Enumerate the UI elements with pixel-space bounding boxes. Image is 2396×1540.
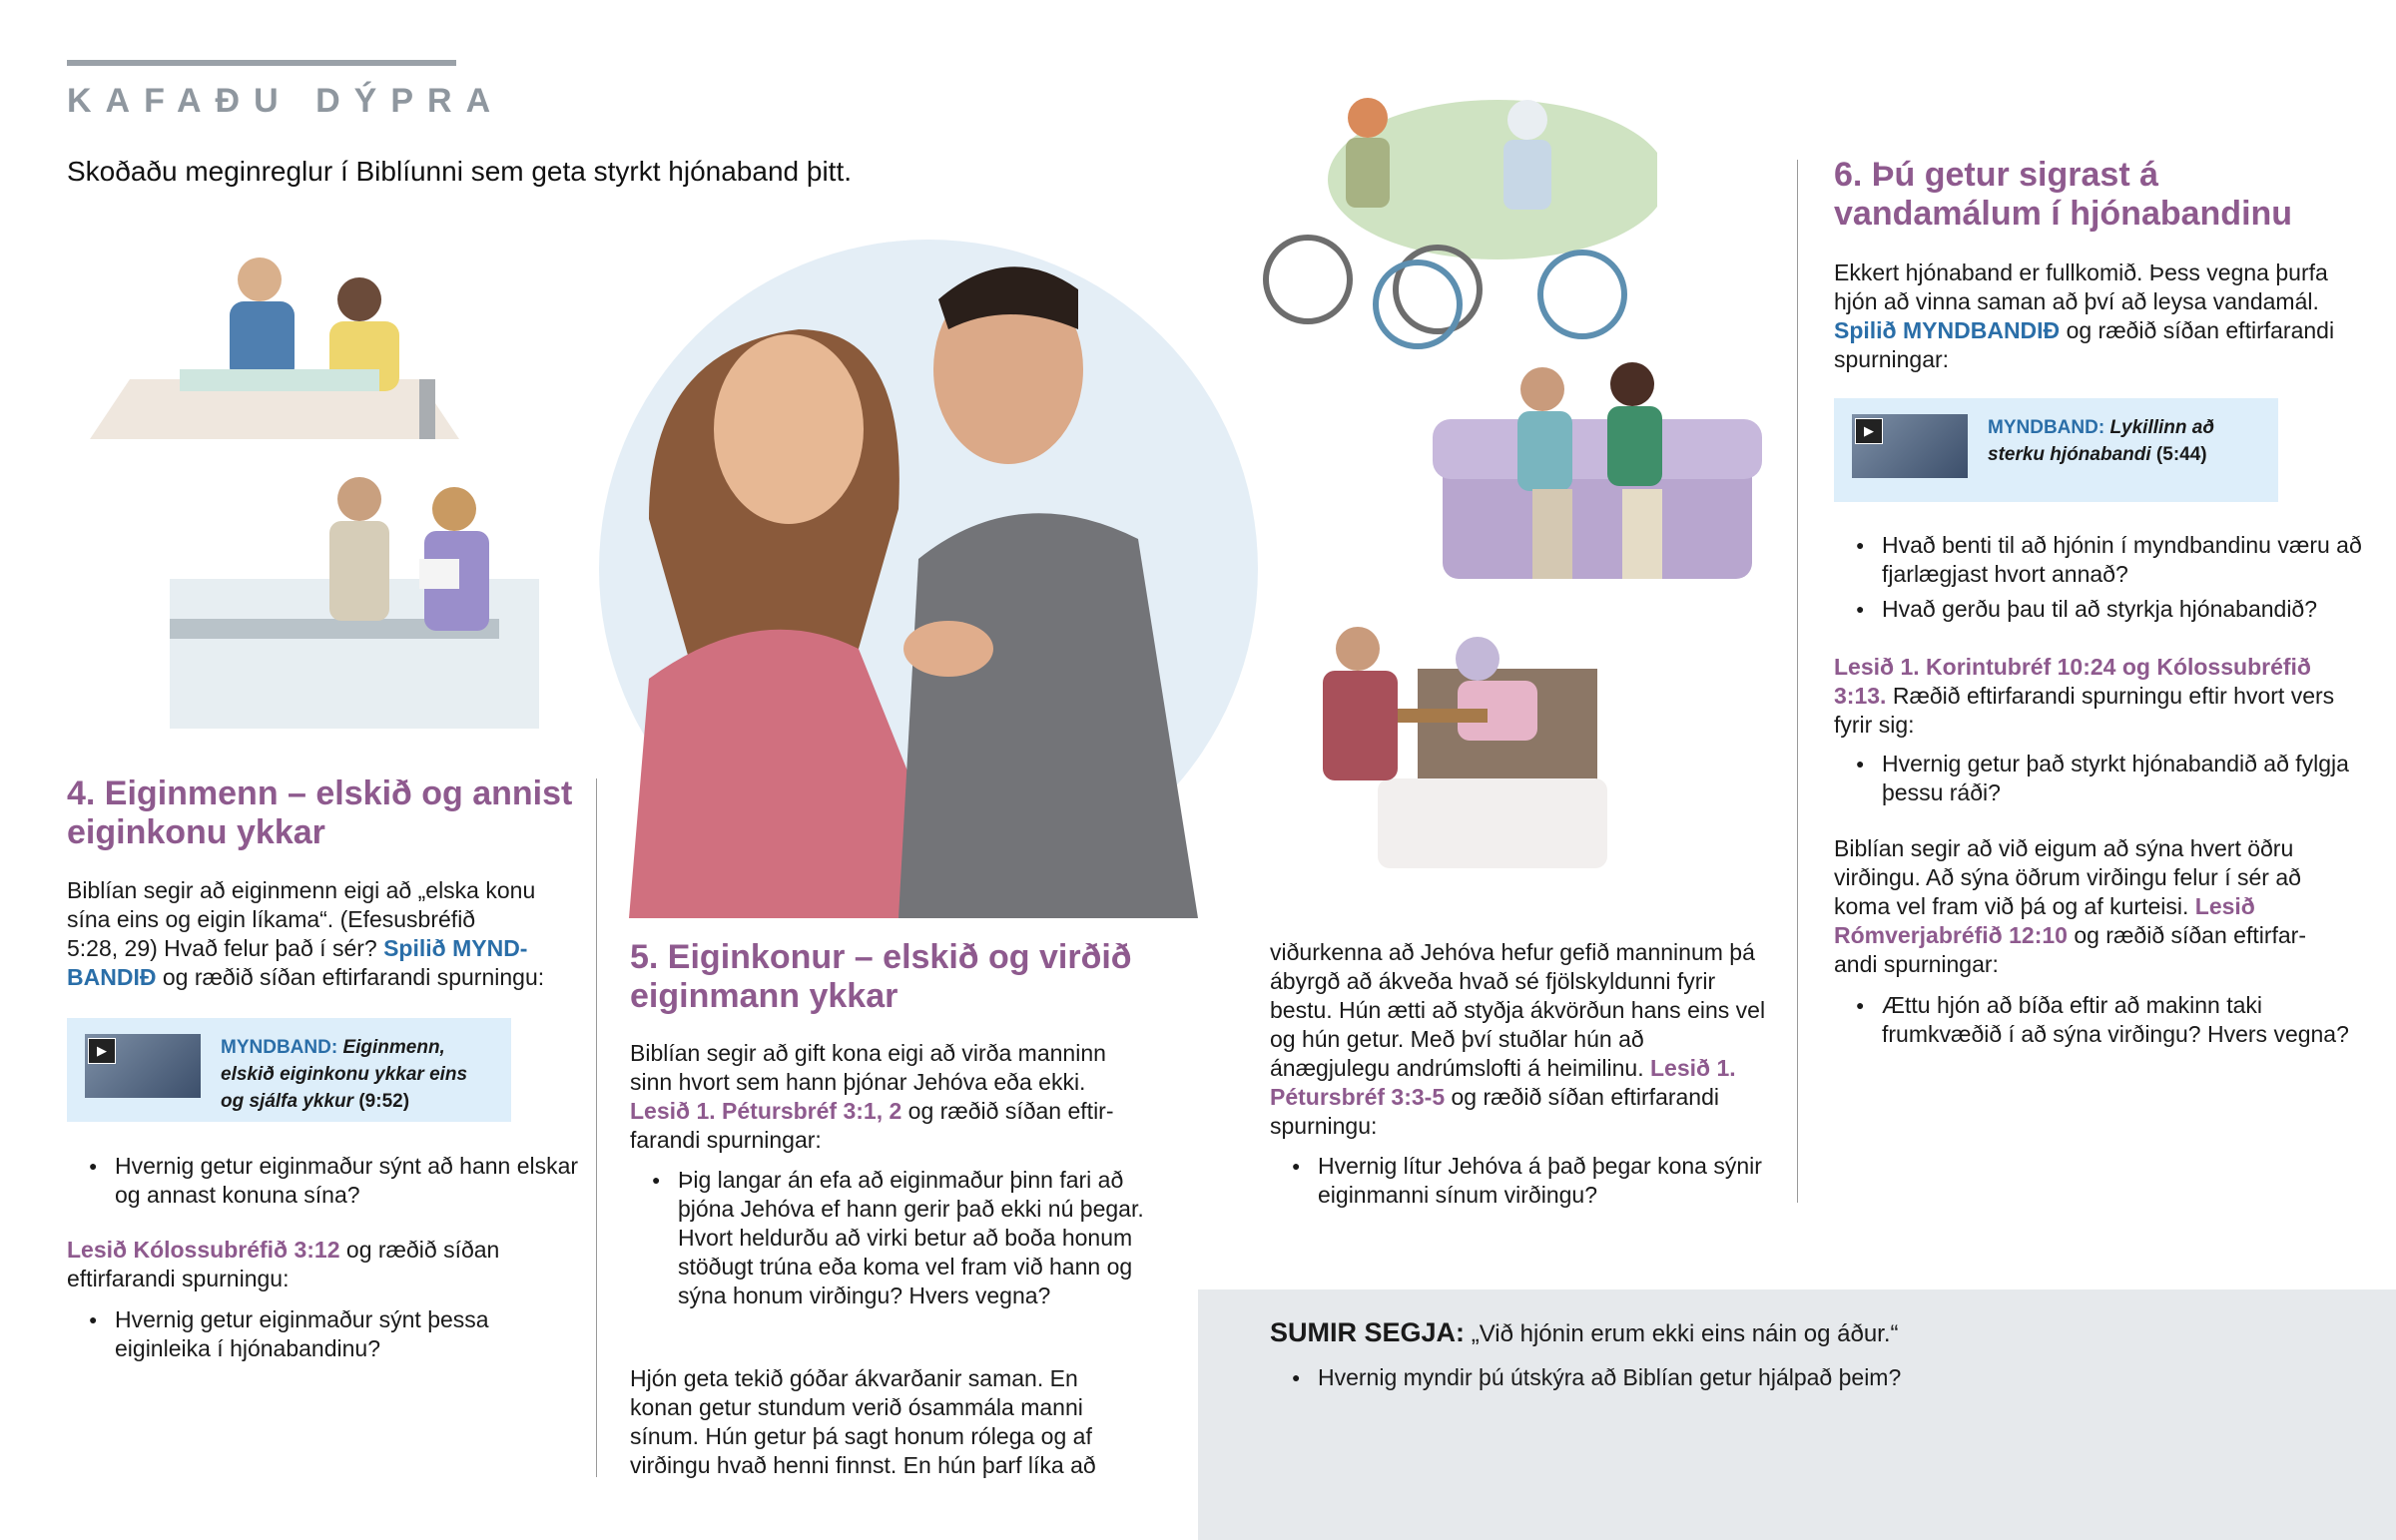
section-6-read: Lesið 1. Korintubréf 10:24 og Kólossubréfið 3:13. Ræðið eftirfarandi spurningu eftir hvort vers fyrir sig: — [1834, 654, 2335, 738]
list-item: ● Hvernig getur eiginmaður sýnt þessa eiginleika í hjónabandinu? — [115, 1305, 584, 1363]
scripture-ref[interactable]: Lesið Rómverjabréfið 12:10 — [1834, 893, 2255, 948]
section-4-questions-1 — [67, 1152, 584, 1210]
play-icon[interactable]: ▶ — [88, 1038, 116, 1064]
list-item: ● Hvernig myndir þú útskýra að Biblían getur hjálpað þeim? — [1318, 1363, 2216, 1392]
video-thumbnail[interactable] — [1852, 414, 1968, 478]
some-say-quote: „Við hjónin erum ekki eins náin og áður.“ — [1471, 1320, 1899, 1347]
list-item: ● Þig langar án efa að eiginmaður þinn fari að þjóna Jehóva ef hann gerir það ekki nú þegar. Hvort heldurðu að virki betur að boða honum stöðugt trúna eða koma vel fram við hann og sýna honum virðingu? Hvers vegna? — [678, 1166, 1167, 1310]
scripture-ref[interactable]: 1. Pétursbréf 3:3-5 — [1270, 1055, 1736, 1110]
section-5-paragraph: Biblían segir að gift kona eigi að virða manninn sinn hvort sem hann þjónar Jehóva eða ekki. Lesið 1. Pétursbréf 3:1, 2 og ræðið síðan eftir- farandi spurningar: — [630, 1040, 1114, 1153]
section-4-read: Lesið Kólossubréfið 3:12 og ræðið síðan eftirfarandi spurningu: — [67, 1237, 500, 1291]
list-item: ● Ættu hjón að bíða eftir að makinn taki frumkvæðið í að sýna virðingu? Hvers vegna? — [1882, 991, 2351, 1049]
video-card-husbands[interactable] — [67, 1018, 511, 1122]
play-icon[interactable]: ▶ — [1855, 418, 1883, 444]
scripture-ref[interactable]: Lesið 1. Korintubréf 10:24 og Kólossubréfið 3:13. — [1834, 654, 2311, 709]
some-say-line — [1270, 1317, 1899, 1348]
section-5-questions-2 — [1270, 1152, 1797, 1210]
list-item: ● Hvað gerðu þau til að styrkja hjónabandið? — [1882, 595, 2381, 624]
page-kicker: KAFAÐU DÝPRA — [67, 82, 505, 120]
play-video-link-cont[interactable]: BANDIÐ — [67, 964, 157, 990]
play-video-link[interactable]: Spilið MYND- — [383, 935, 528, 961]
list-item: ● Hvernig lítur Jehóva á það þegar kona sýnir eiginmanni sínum virðingu? — [1318, 1152, 1797, 1210]
some-say-label: SUMIR SEGJA: — [1270, 1317, 1466, 1347]
section-4-questions-2 — [67, 1305, 584, 1363]
video-title: MYNDBAND: Lykillinn að sterku hjónabandi (5:44) — [1988, 417, 2214, 465]
list-item: ● Hvað benti til að hjónin í myndbandinu væru að fjarlægjast hvort annað? — [1882, 531, 2381, 589]
section-5-paragraph-2: Hjón geta tekið góðar ákvarðanir saman. En konan getur stundum verið ósammála manni sínum. Hún getur þá sagt honum rólega og af virðingu hvað henni finnst. En hún þarf líka að — [630, 1365, 1096, 1478]
section-6-title: 6. Þú getur sigrast á vandamálum í hjónabandinu — [1834, 156, 2293, 233]
video-card-marriage[interactable] — [1834, 398, 2278, 502]
cycling-couple-illustration — [1258, 90, 1657, 369]
section-6-questions-1 — [1834, 531, 2381, 624]
section-5-title: 5. Eiginkonur – elskið og virðið eiginmann ykkar — [630, 938, 1132, 1015]
couple-holding-hands-illustration — [559, 180, 1258, 918]
section-5-paragraph-3: viðurkenna að Jehóva hefur gefið manninum þá ábyrgð að ákveða hvað sé fjölskyldunni fyrir bestu. Hún ætti að styðja ákvörðun hans eins vel og hún getur. Með því stuðlar hún að ánægjulegu andrúmslofti á heimilinu. Lesið 1. Pétursbréf 3:3-5 og ræðið síðan eftirfarandi spurningu: — [1270, 939, 1766, 1139]
list-item: ● Hvernig getur eiginmaður sýnt að hann elskar og annast konuna sína? — [115, 1152, 584, 1210]
kitchen-couple-illustration — [170, 469, 539, 729]
section-4-title: 4. Eiginmenn – elskið og annist eiginkonu ykkar — [67, 774, 573, 851]
scripture-ref[interactable]: Lesið 1. Pétursbréf 3:1, 2 — [630, 1098, 902, 1124]
column-divider — [596, 778, 597, 1477]
video-title: MYNDBAND: Eiginmenn, elskið eiginkonu ykkar eins og sjálfa ykkur (9:52) — [221, 1037, 468, 1112]
list-item: ● Hvernig getur það styrkt hjónabandið að fylgja þessu ráði? — [1882, 750, 2351, 807]
couch-couple-illustration — [1433, 349, 1762, 609]
scripture-ref[interactable]: Lesið Kólossubréfið 3:12 — [67, 1237, 340, 1263]
study-couple-illustration — [80, 250, 479, 459]
section-6-paragraph-2: Biblían segir að við eigum að sýna hvert öðru virðingu. Að sýna öðrum virðingu felur í sér að koma vel fram við þá og af kurteisi. Lesið Rómverjabréfið 12:10 og ræðið síðan eftirfar-andi spurningar: — [1834, 835, 2306, 977]
intro-text: Skoðaðu meginreglur í Biblíunni sem geta styrkt hjónaband þitt. — [67, 156, 853, 187]
section-5-questions-1 — [630, 1166, 1167, 1310]
section-4-paragraph: Biblían segir að eiginmenn eigi að „elska konu sína eins og eigin líkama“. (Efesusbréfið 5:28, 29) Hvað felur það í sér? Spilið MYND- BANDIÐ og ræðið síðan eftirfarandi spurningu: — [67, 877, 545, 990]
video-thumbnail[interactable] — [85, 1034, 201, 1098]
section-6-paragraph: Ekkert hjónaband er fullkomið. Þess vegna þurfa hjón að vinna saman að því að leysa vandamál. Spilið MYNDBANDIÐ og ræðið síðan eftirfarandi spurningar: — [1834, 259, 2335, 372]
section-6-questions-3 — [1834, 991, 2351, 1049]
section-6-questions-2 — [1834, 750, 2351, 807]
column-divider — [1797, 160, 1798, 1203]
caring-husband-illustration — [1268, 609, 1607, 878]
play-video-link[interactable]: Spilið MYNDBANDIÐ — [1834, 317, 2061, 343]
scripture-ref[interactable]: Lesið — [1650, 1055, 1711, 1081]
some-say-questions — [1270, 1363, 2216, 1392]
header-rule — [67, 60, 456, 66]
